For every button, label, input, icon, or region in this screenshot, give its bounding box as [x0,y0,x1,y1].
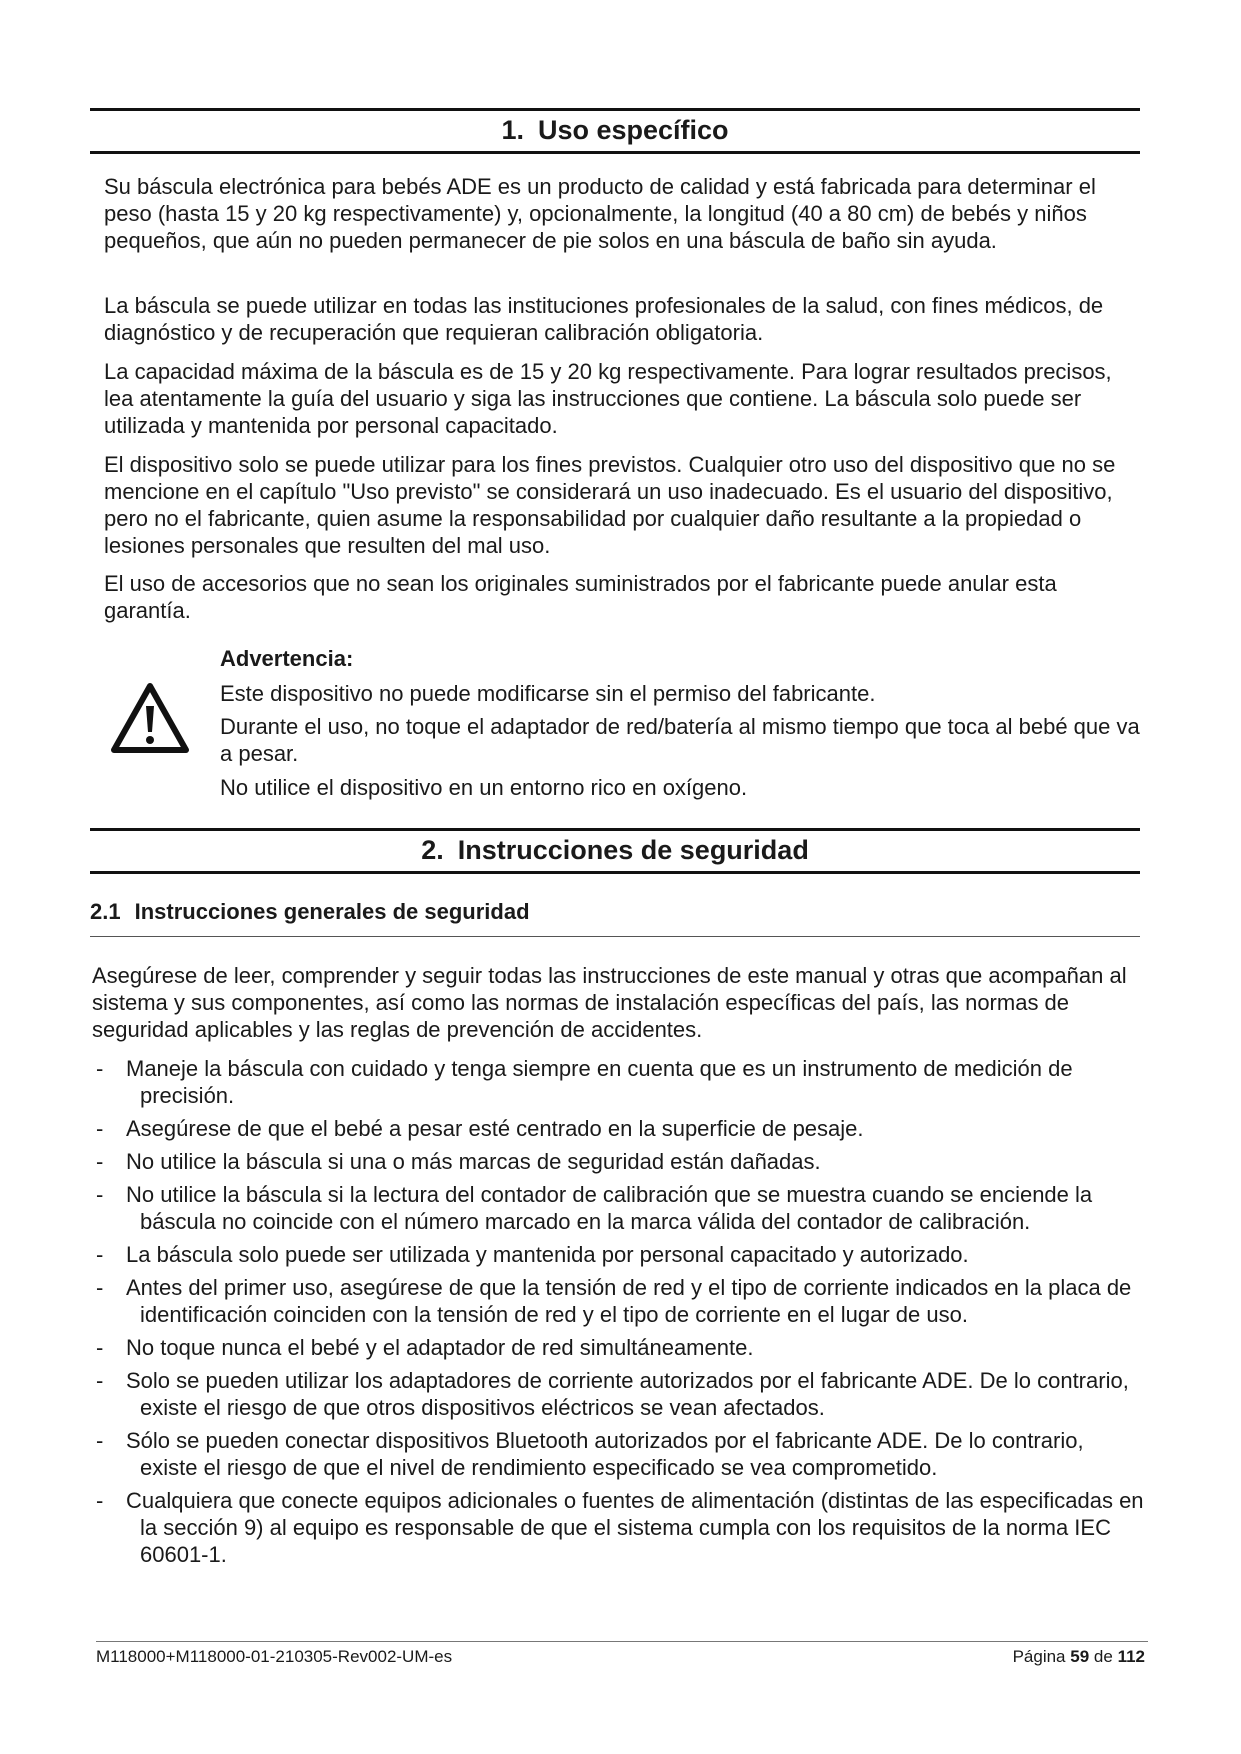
list-item [96,1241,1146,1268]
paragraph: El uso de accesorios que no sean los originales suministrados por el fabricante puede anular esta garantía. [104,571,1057,623]
list-item [96,1181,1146,1235]
list-item [96,1487,1146,1568]
list-item-text: No utilice la báscula si la lectura del contador de calibración que se muestra cuando se enciende la báscula no coincide con el número marcado en la marca válida del contador de calibración. [126,1182,1093,1234]
safety-bullet-list [96,1055,1146,1574]
current-page: 59 [1070,1647,1090,1666]
bullet-dash: - [96,1056,104,1081]
footer-page-number [1013,1647,1145,1667]
section-number: 2. [421,835,444,865]
of-label: de [1093,1647,1113,1666]
section-heading-2 [90,828,1140,874]
list-item-text: No utilice la báscula si una o más marcas de seguridad están dañadas. [126,1149,821,1174]
bullet-dash: - [96,1116,104,1141]
list-item [96,1115,1146,1142]
subsection-title: Instrucciones generales de seguridad [134,899,530,924]
paragraph: La báscula se puede utilizar en todas las instituciones profesionales de la salud, con fines médicos, de diagnóstico y de recuperación que requieran calibración obligatoria. [104,293,1104,345]
paragraph: Su báscula electrónica para bebés ADE es un producto de calidad y está fabricada para determinar el peso (hasta 15 y 20 kg respectivamente) y, opcionalmente, la longitud (40 a 80 cm) de bebés y niños pequeños, que aún no pueden permanecer de pie solos en una báscula de baño sin ayuda. [104,174,1096,253]
section-heading-1 [90,108,1140,154]
list-item-text: Sólo se pueden conectar dispositivos Bluetooth autorizados por el fabricante ADE. De lo contrario, existe el riesgo de que el nivel de rendimiento especificado se vea comprometido. [126,1428,1084,1480]
list-item [96,1367,1146,1421]
bullet-dash: - [96,1368,104,1393]
bullet-dash: - [96,1182,104,1207]
bullet-dash: - [96,1335,104,1360]
warning-line: Este dispositivo no puede modificarse sin el permiso del fabricante. [220,681,876,706]
warning-line: Durante el uso, no toque el adaptador de red/batería al mismo tiempo que toca al bebé que va a pesar. [220,714,1140,766]
list-item-text: Antes del primer uso, asegúrese de que la tensión de red y el tipo de corriente indicados en la placa de identificación coinciden con la tensión de red y el tipo de corriente en el lugar de uso. [126,1275,1132,1327]
bullet-dash: - [96,1428,104,1453]
paragraph: La capacidad máxima de la báscula es de 15 y 20 kg respectivamente. Para lograr resultados precisos, lea atentamente la guía del usuario y siga las instrucciones que contiene. La báscula solo puede ser utilizada y mantenida por personal capacitado. [104,359,1112,438]
bullet-dash: - [96,1149,104,1174]
section-title: Instrucciones de seguridad [457,835,809,865]
total-pages: 112 [1117,1647,1145,1666]
warning-triangle-icon [110,682,190,754]
list-item [96,1274,1146,1328]
list-item [96,1148,1146,1175]
list-item-text: Maneje la báscula con cuidado y tenga siempre en cuenta que es un instrumento de medición de precisión. [126,1056,1073,1108]
subsection-number: 2.1 [90,899,121,924]
warning-block [104,640,1144,810]
warning-title: Advertencia: [220,646,354,671]
bullet-dash: - [96,1488,104,1513]
intro-paragraph: Asegúrese de leer, comprender y seguir todas las instrucciones de este manual y otras que acompañan al sistema y sus componentes, así como las normas de instalación específicas del país, las normas de seguridad aplicables y las reglas de prevención de accidentes. [92,963,1127,1042]
page-label: Página [1012,1647,1066,1666]
subsection-heading [90,899,1140,937]
warning-line: No utilice el dispositivo en un entorno rico en oxígeno. [220,775,748,800]
bullet-dash: - [96,1275,104,1300]
list-item-text: La báscula solo puede ser utilizada y mantenida por personal capacitado y autorizado. [126,1242,969,1267]
list-item-text: Asegúrese de que el bebé a pesar esté centrado en la superficie de pesaje. [126,1116,864,1141]
footer-divider [96,1641,1148,1642]
bullet-dash: - [96,1242,104,1267]
list-item-text: Solo se pueden utilizar los adaptadores de corriente autorizados por el fabricante ADE. De lo contrario, existe el riesgo de que otros dispositivos eléctricos se vean afectados. [126,1368,1129,1420]
footer-doc-id: M118000+M118000-01-210305-Rev002-UM-es [96,1647,453,1666]
paragraph: El dispositivo solo se puede utilizar para los fines previstos. Cualquier otro uso del dispositivo que no se mencione en el capítulo "Uso previsto" se considerará un uso inadecuado. Es el usuario del dispositivo, pero no el fabricante, quien asume la responsabilidad por cualquier daño resultante a la propiedad o lesiones personales que resulten del mal uso. [104,452,1116,558]
list-item-text: Cualquiera que conecte equipos adicionales o fuentes de alimentación (distintas de las especificadas en la sección 9) al equipo es responsable de que el sistema cumpla con los requisitos de la norma IEC 60601-1. [126,1488,1144,1567]
list-item [96,1334,1146,1361]
section-title: Uso específico [537,115,729,145]
list-item [96,1055,1146,1109]
section-number: 1. [501,115,524,145]
list-item [96,1427,1146,1481]
list-item-text: No toque nunca el bebé y el adaptador de red simultáneamente. [126,1335,754,1360]
